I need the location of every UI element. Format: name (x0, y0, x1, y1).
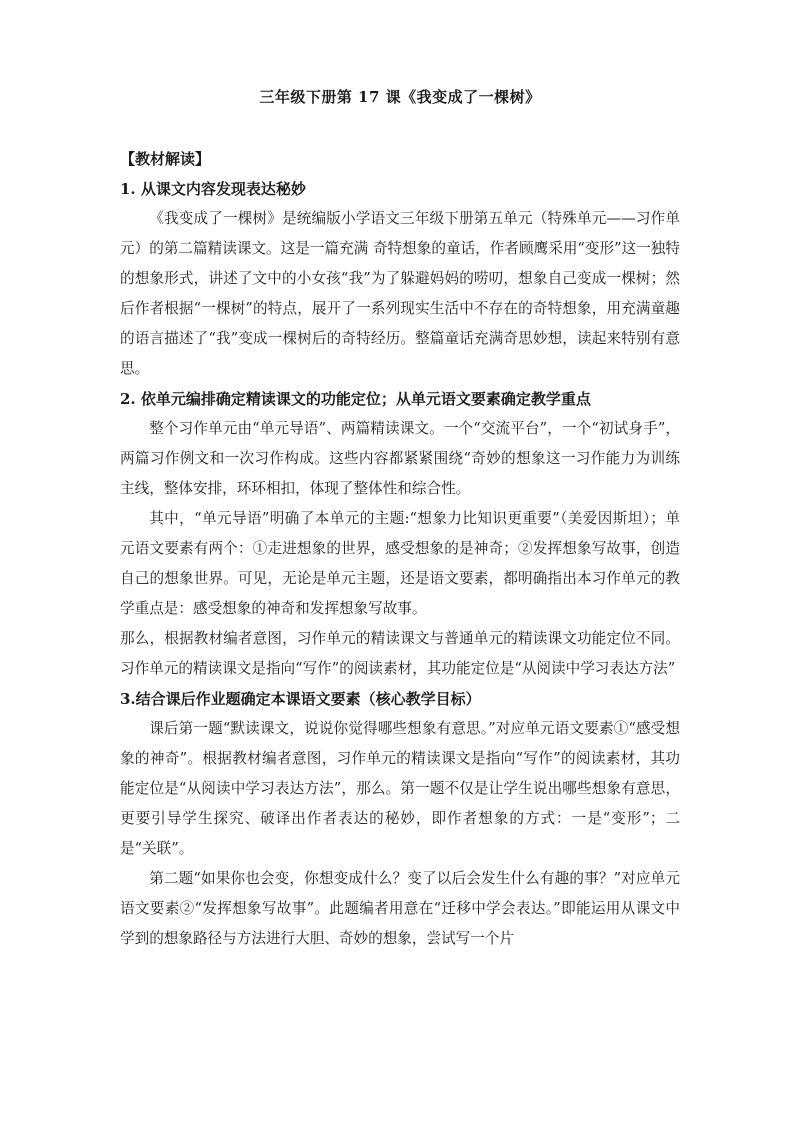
paragraph-1: 《我变成了一棵树》是统编版小学语文三年级下册第五单元（特殊单元——习作单元）的第二篇精读课文。这是一篇充满 奇特想象的童话，作者顾鹰采用“变形”这一独特的想象形式，讲述了文中的小女孩“我”为了躲避妈妈的唠叨，想象自己变成一棵树；然后作者根据“一棵树”的特点，展开了一系列现实生活中不存在的奇特想象，用充满童趣的语言描述了“我”变成一棵树后的奇特经历。整篇童话充满奇思妙想，读起来特别有意思。 (120, 210, 680, 377)
heading-3: 3.结合课后作业题确定本课语文要素（核心教学目标） (120, 690, 481, 708)
section-label-textbook-analysis: 【教材解读】 (120, 150, 211, 168)
paragraph-2: 整个习作单元由“单元导语”、两篇精读课文。一个“交流平台”，一个“初试身手”，两篇习作例文和一次习作构成。这些内容都紧紧围绕“奇妙的想象这一习作能力为训练主线，整体安排，环环相扣，体现了整体性和综合性。 (120, 420, 680, 497)
paragraph-6: 第二题“如果你也会变，你想变成什么？变了以后会发生什么有趣的事？”对应单元语文要素②“发挥想象写故事”。此题编者用意在“迁移中学会表达。”即能运用从课文中学到的想象路径与方法进行大胆、奇妙的想象，尝试写一个片 (120, 870, 680, 947)
paragraph-5: 课后第一题“默读课文，说说你觉得哪些想象有意思。”对应单元语文要素①“感受想象的神奇”。根据教材编者意图，习作单元的精读课文是指向“写作”的阅读素材，其功能定位是“从阅读中学习表达方法”，那么。第一题不仅是让学生说出哪些想象有意思，更要引导学生探究、破译出作者表达的秘妙，即作者想象的方式：一是“变形”；二是“关联”。 (120, 720, 680, 857)
heading-1: 1. 从课文内容发现表达秘妙 (120, 180, 306, 198)
document-page (120, 86, 680, 954)
heading-2: 2. 依单元编排确定精读课文的功能定位；从单元语文要素确定教学重点 (120, 390, 591, 408)
paragraph-4: 那么，根据教材编者意图，习作单元的精读课文与普通单元的精读课文功能定位不同。习作单元的精读课文是指向“写作”的阅读素材，其功能定位是“从阅读中学习表达方法” (120, 630, 680, 677)
document-title: 三年级下册第 17 课《我变成了一棵树》 (259, 88, 541, 106)
paragraph-3: 其中，“单元导语”明确了本单元的主题:“想象力比知识更重要”（美爱因斯坦）；单元语文要素有两个：①走进想象的世界，感受想象的是神奇；②发挥想象写故事，创造自己的想象世界。可见，无论是单元主题，还是语文要素，都明确指出本习作单元的教学重点是：感受想象的神奇和发挥想象写故事。 (120, 510, 680, 617)
